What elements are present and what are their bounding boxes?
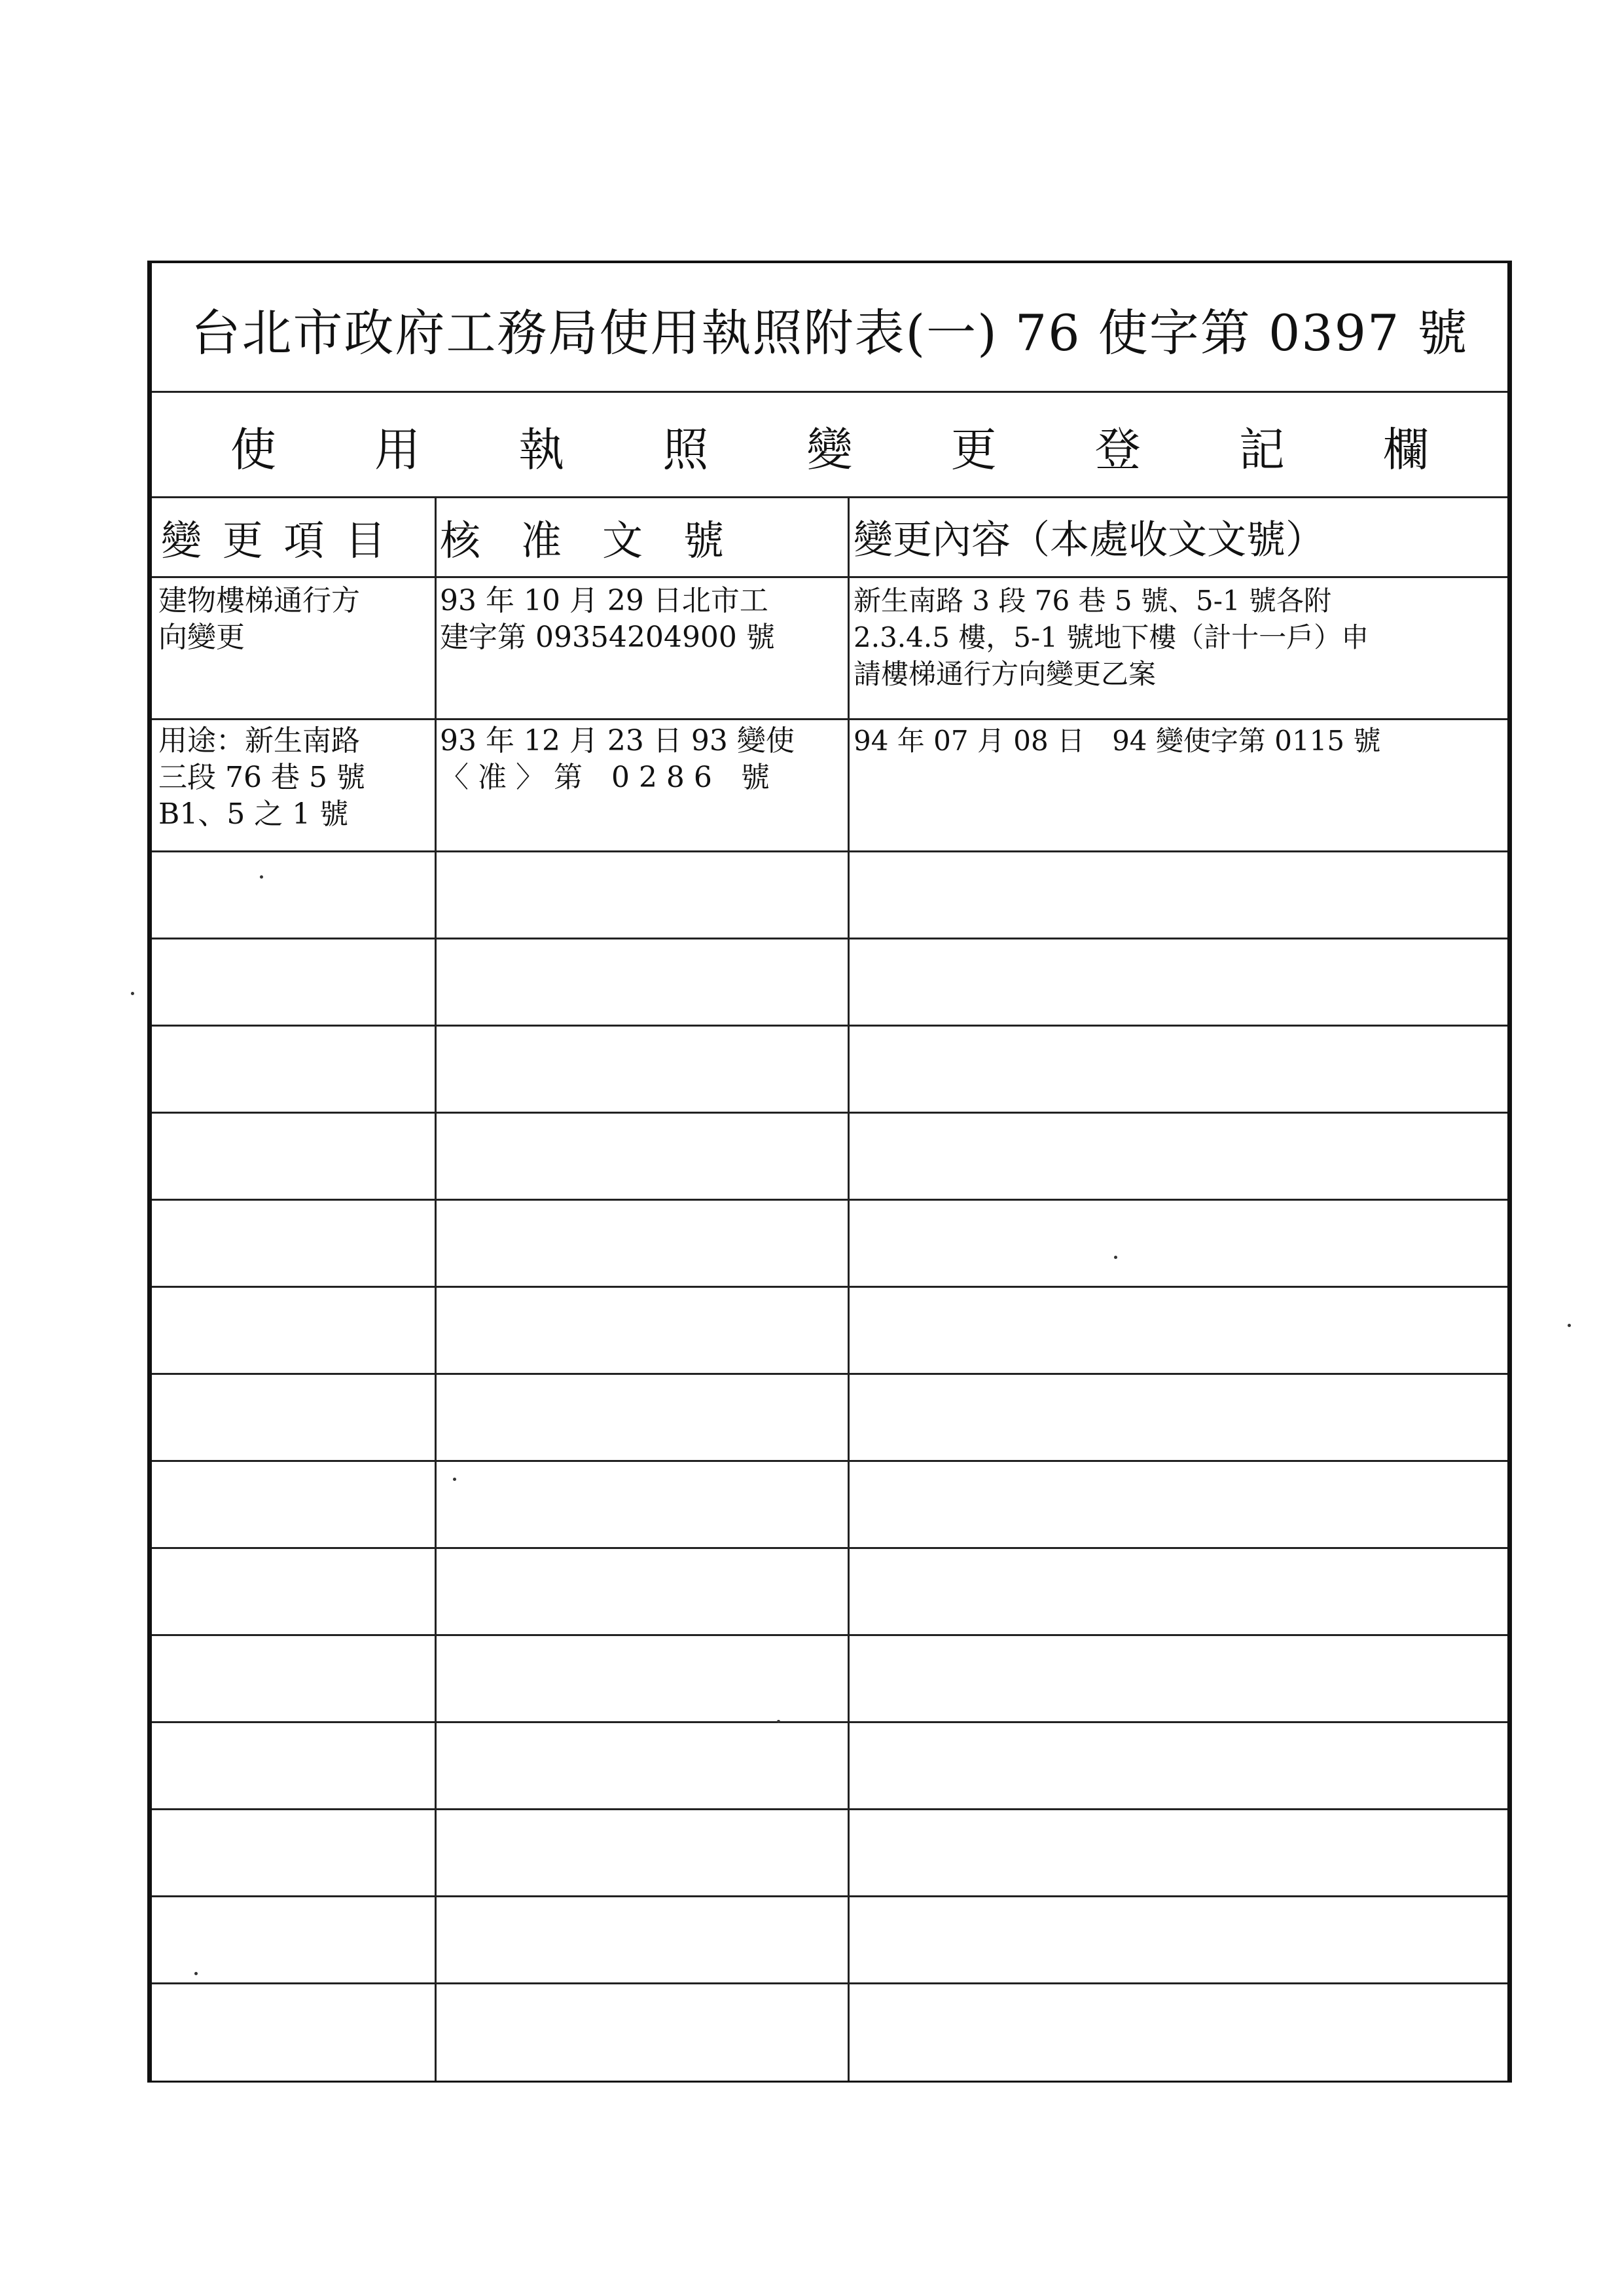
subtitle-char: 使 (230, 422, 276, 477)
divider (152, 1112, 1507, 1114)
header-content: 變更內容（本處收文文號） (854, 517, 1325, 563)
section-title (152, 394, 1507, 498)
divider (152, 1634, 1507, 1636)
divider (152, 718, 1507, 720)
divider (152, 1982, 1507, 1984)
header-item: 變 更 項 目 (161, 516, 390, 564)
divider (152, 1808, 1507, 1810)
row2-approval: 93 年 12 月 23 日 93 變使 〈 准 〉 第 0 2 8 6 號 (440, 724, 795, 794)
row2-content: 94 年 07 月 08 日 94 變使字第 0115 號 (854, 725, 1381, 757)
subtitle-char: 用 (374, 422, 421, 477)
divider (152, 1895, 1507, 1897)
registration-form (147, 261, 1512, 2083)
form-title: 台北市政府工務局使用執照附表(一) 76 使字第 0397 號 (190, 303, 1469, 362)
column-divider (848, 496, 850, 2081)
divider (152, 1460, 1507, 1462)
divider (152, 938, 1507, 939)
subtitle-char: 更 (950, 422, 997, 477)
divider (152, 391, 1507, 393)
divider (152, 850, 1507, 852)
row1-approval: 93 年 10 月 29 日北市工 建字第 09354204900 號 (440, 584, 775, 654)
scan-speck (1568, 1324, 1571, 1327)
subtitle-char: 執 (518, 422, 565, 477)
subtitle-char: 記 (1238, 422, 1285, 477)
scan-speck (453, 1478, 456, 1481)
divider (152, 1547, 1507, 1549)
subtitle-char: 欄 (1383, 422, 1429, 477)
scan-speck (194, 1972, 198, 1975)
subtitle-char: 登 (1094, 422, 1141, 477)
scan-speck (1114, 1256, 1117, 1259)
scan-speck (777, 1720, 780, 1723)
scan-speck (260, 875, 263, 879)
scan-speck (131, 992, 134, 995)
divider (152, 1286, 1507, 1288)
subtitle-char: 變 (806, 422, 853, 477)
divider (152, 1721, 1507, 1723)
row1-content: 新生南路 3 段 76 巷 5 號、5-1 號各附 2.3.4.5 樓，5-1 號地下樓（計十一戶）申 請樓梯通行方向變更乙案 (854, 585, 1369, 690)
row1-item: 建物樓梯通行方 向變更 (158, 584, 360, 654)
subtitle-char: 照 (662, 422, 709, 477)
header-approval: 核 准 文 號 (440, 516, 725, 564)
divider (152, 576, 1507, 578)
row2-item: 用途：新生南路 三段 76 巷 5 號 B1、5 之 1 號 (158, 724, 365, 831)
divider (152, 1373, 1507, 1375)
column-divider (435, 496, 437, 2081)
divider (152, 1199, 1507, 1201)
divider (152, 1025, 1507, 1027)
